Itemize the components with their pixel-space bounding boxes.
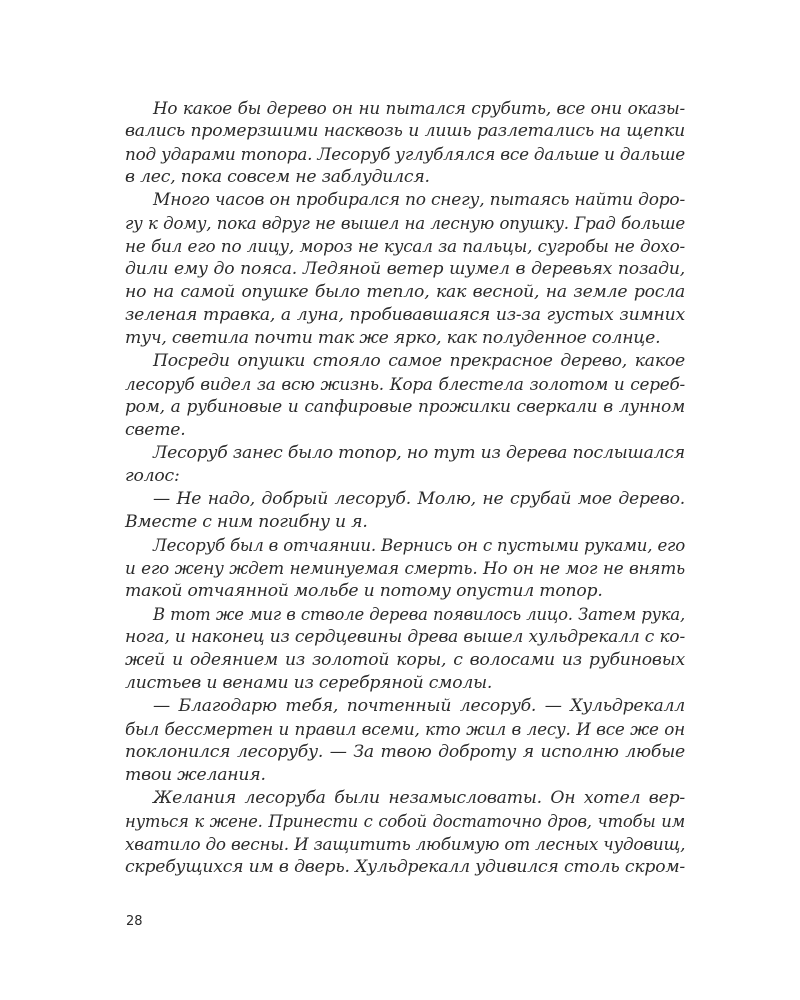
text-line: — Благодарю тебя, почтенный лесоруб. — Хульдрекалл xyxy=(153,696,685,716)
text-line: гу к дому, пока вдруг не вышел на лесную опушку. Град больше xyxy=(125,214,685,233)
text-line: листьев и венами из серебряной смолы. xyxy=(125,673,493,693)
text-line: Лесоруб был в отчаянии. Вернись он с пустыми руками, его xyxy=(153,536,686,555)
text-line: но на самой опушке было тепло, как весной, на земле росла xyxy=(125,282,685,302)
text-line: и его жену ждет неминуемая смерть. Но он не мог не внять xyxy=(125,558,685,578)
body-text xyxy=(125,97,685,879)
text-line: Посреди опушки стояло самое прекрасное дерево, какое xyxy=(153,351,685,371)
text-line: Желания лесоруба были незамысловаты. Он хотел вер- xyxy=(153,788,685,808)
text-line: жей и одеянием из золотой коры, с волосами из рубиновых xyxy=(125,650,685,670)
text-line: скребущихся им в дверь. Хульдрекалл удивился столь скром- xyxy=(125,857,685,877)
text-line: был бессмертен и правил всеми, кто жил в лесу. И все же он xyxy=(125,719,685,739)
text-line: ром, а рубиновые и сапфировые прожилки сверкали в лунном xyxy=(125,397,685,417)
text-line: дили ему до пояса. Ледяной ветер шумел в деревьях позади, xyxy=(125,259,685,279)
text-line: лесоруб видел за всю жизнь. Кора блестела золотом и сереб- xyxy=(125,374,685,394)
text-line: Лесоруб занес было топор, но тут из дерева послышался xyxy=(153,443,685,463)
text-line: такой отчаянной мольбе и потому опустил топор. xyxy=(125,581,603,601)
text-line: Но какое бы дерево он ни пытался срубить, все они оказы- xyxy=(153,98,685,118)
text-line: голос: xyxy=(125,466,180,486)
text-line: зеленая травка, а луна, пробивавшаяся из-за густых зимних xyxy=(125,305,685,325)
text-line: Вместе с ним погибну и я. xyxy=(125,512,368,532)
text-line: нуться к жене. Принести с собой достаточно дров, чтобы им xyxy=(125,812,685,831)
text-line: под ударами топора. Лесоруб углублялся все дальше и дальше xyxy=(125,144,685,164)
text-line: поклонился лесорубу. — За твою доброту я исполню любые xyxy=(125,742,685,762)
text-line: хватило до весны. И защитить любимую от лесных чудовищ, xyxy=(125,834,686,854)
text-line: в лес, пока совсем не заблудился. xyxy=(125,167,430,187)
text-line: Много часов он пробирался по снегу, пытаясь найти доро- xyxy=(153,190,685,210)
page-number: 28 xyxy=(126,914,143,929)
text-line: — Не надо, добрый лесоруб. Молю, не срубай мое дерево. xyxy=(153,489,685,509)
text-line: твои желания. xyxy=(125,765,266,785)
text-line: нога, и наконец из сердцевины древа вышел хульдрекалл с ко- xyxy=(125,627,685,647)
text-line: туч, светила почти так же ярко, как полуденное солнце. xyxy=(125,328,661,348)
text-line: не бил его по лицу, мороз не кусал за пальцы, сугробы не дохо- xyxy=(125,236,685,256)
text-line: В тот же миг в стволе дерева появилось лицо. Затем рука, xyxy=(153,605,685,624)
text-line: свете. xyxy=(125,420,186,440)
text-line: вались промерзшими насквозь и лишь разлетались на щепки xyxy=(125,121,685,141)
